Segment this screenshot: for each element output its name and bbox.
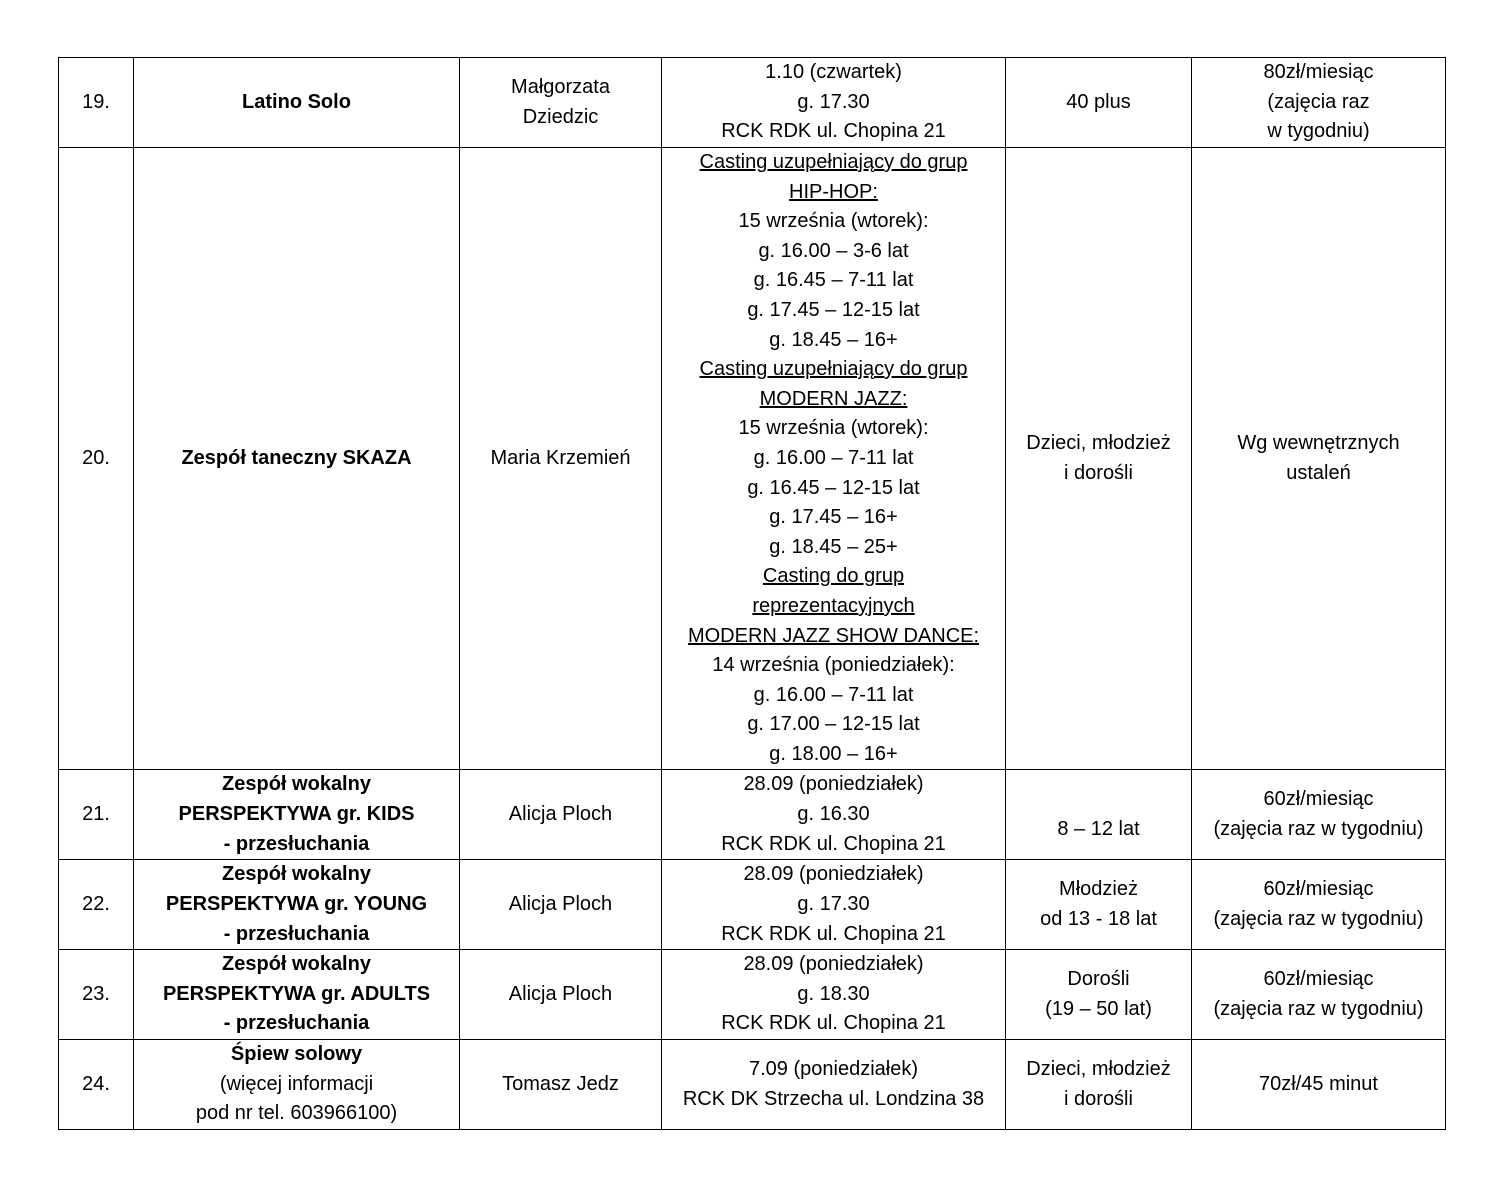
schedule-table (58, 57, 1446, 1130)
activity-note: pod nr tel. 603966100) (195, 1102, 398, 1125)
table-row (59, 1040, 1446, 1130)
schedule-line: RCK RDK ul. Chopina 21 (721, 832, 946, 855)
activity-name: Latino Solo (242, 90, 351, 113)
activity-name-cell (134, 770, 460, 860)
table-row (59, 860, 1446, 950)
schedule-line: g. 17.30 (797, 90, 870, 113)
schedule-line: reprezentacyjnych (752, 594, 915, 617)
table-row (59, 148, 1446, 770)
schedule-cell (662, 860, 1006, 950)
schedule-line: 1.10 (czwartek) (765, 61, 902, 84)
instructor-cell (460, 860, 662, 950)
activity-name: Zespół wokalny (222, 863, 371, 886)
schedule-line: g. 16.00 – 7-11 lat (753, 446, 914, 469)
row-number: 20. (59, 148, 134, 770)
row-number: 24. (59, 1040, 134, 1130)
activity-name-cell (134, 950, 460, 1040)
activity-name-cell (134, 148, 460, 770)
schedule-line: g. 17.45 – 12-15 lat (747, 298, 920, 321)
schedule-line: g. 18.45 – 16+ (769, 328, 898, 351)
schedule-line: Casting do grup (762, 565, 905, 588)
schedule-line: g. 18.45 – 25+ (769, 535, 898, 558)
schedule-line: MODERN JAZZ: (759, 387, 908, 410)
instructor-name: Alicja Ploch (508, 892, 613, 915)
age-group: i dorośli (1064, 1087, 1133, 1110)
schedule-line: g. 16.45 – 7-11 lat (753, 269, 914, 292)
price: (zajęcia raz (1267, 90, 1370, 113)
instructor-cell (460, 770, 662, 860)
instructor-name: Dziedzic (522, 105, 599, 128)
schedule-line: 15 września (wtorek): (738, 210, 929, 233)
row-number: 22. (59, 860, 134, 950)
schedule-line: RCK RDK ul. Chopina 21 (721, 120, 946, 143)
activity-name: - przesłuchania (223, 1012, 370, 1035)
row-number: 19. (59, 58, 134, 148)
activity-note: (więcej informacji (219, 1072, 374, 1095)
price: ustaleń (1286, 461, 1351, 484)
schedule-line: g. 16.00 – 3-6 lat (758, 239, 909, 262)
schedule-cell (662, 1040, 1006, 1130)
schedule-line: 28.09 (poniedziałek) (743, 863, 924, 886)
schedule-line: MODERN JAZZ SHOW DANCE: (687, 624, 980, 647)
instructor-cell (460, 1040, 662, 1130)
schedule-line: g. 16.00 – 7-11 lat (753, 683, 914, 706)
instructor-name: Tomasz Jedz (502, 1072, 619, 1095)
instructor-name: Alicja Ploch (508, 803, 613, 826)
schedule-line: g. 16.45 – 12-15 lat (747, 476, 920, 499)
row-number: 23. (59, 950, 134, 1040)
schedule-cell (662, 770, 1006, 860)
price-cell (1192, 770, 1446, 860)
price-cell (1192, 950, 1446, 1040)
activity-name-cell (134, 1040, 460, 1130)
activity-name: Zespół taneczny SKAZA (181, 446, 412, 469)
activity-name: PERSPEKTYWA gr. YOUNG (165, 892, 428, 915)
schedule-line: RCK RDK ul. Chopina 21 (721, 922, 946, 945)
schedule-cell (662, 148, 1006, 770)
table-row (59, 770, 1446, 860)
schedule-line: 7.09 (poniedziałek) (749, 1057, 918, 1080)
instructor-cell (460, 148, 662, 770)
table-body (59, 58, 1446, 1130)
age-group: Dzieci, młodzież (1026, 432, 1171, 455)
schedule-line: 15 września (wtorek): (738, 417, 929, 440)
age-group: Dorośli (1067, 968, 1130, 991)
row-number: 21. (59, 770, 134, 860)
schedule-line: 28.09 (poniedziałek) (743, 773, 924, 796)
price: w tygodniu) (1267, 120, 1370, 143)
price-cell (1192, 58, 1446, 148)
activity-name: - przesłuchania (223, 832, 370, 855)
price: 60zł/miesiąc (1263, 878, 1374, 901)
instructor-cell (460, 58, 662, 148)
schedule-line: g. 16.30 (797, 803, 870, 826)
schedule-line: g. 18.30 (797, 982, 870, 1005)
schedule-line: RCK DK Strzecha ul. Londzina 38 (682, 1087, 985, 1110)
schedule-line: RCK RDK ul. Chopina 21 (721, 1012, 946, 1035)
price: Wg wewnętrznych (1237, 432, 1400, 455)
activity-name: Zespół wokalny (222, 953, 371, 976)
table-row (59, 58, 1446, 148)
price: 70zł/45 minut (1259, 1072, 1378, 1095)
schedule-cell (662, 950, 1006, 1040)
age-group: od 13 - 18 lat (1040, 907, 1157, 930)
schedule-line: 14 września (poniedziałek): (712, 654, 955, 677)
instructor-cell (460, 950, 662, 1040)
price-cell (1192, 860, 1446, 950)
price: 80zł/miesiąc (1263, 61, 1374, 84)
age-group: i dorośli (1064, 461, 1133, 484)
schedule-cell (662, 58, 1006, 148)
schedule-line: HIP-HOP: (789, 180, 878, 203)
price: (zajęcia raz w tygodniu) (1213, 997, 1424, 1020)
schedule-line: 28.09 (poniedziałek) (743, 953, 924, 976)
age-group: (19 – 50 lat) (1045, 997, 1152, 1020)
age-group: Młodzież (1059, 878, 1138, 901)
price-cell (1192, 1040, 1446, 1130)
activity-name-cell (134, 860, 460, 950)
price: 60zł/miesiąc (1263, 968, 1374, 991)
activity-name: PERSPEKTYWA gr. ADULTS (162, 982, 431, 1005)
activity-name: PERSPEKTYWA gr. KIDS (178, 803, 415, 826)
schedule-line: Casting uzupełniający do grup (699, 358, 968, 381)
schedule-line: g. 18.00 – 16+ (769, 742, 898, 765)
age-group-cell (1006, 58, 1192, 148)
schedule-line: g. 17.00 – 12-15 lat (747, 713, 920, 736)
age-group-cell (1006, 950, 1192, 1040)
activity-name: - przesłuchania (223, 922, 370, 945)
age-group: 8 – 12 lat (1057, 817, 1140, 840)
activity-name: Zespół wokalny (222, 773, 371, 796)
schedule-line: g. 17.30 (797, 892, 870, 915)
age-group-cell (1006, 770, 1192, 860)
age-group: 40 plus (1066, 90, 1131, 113)
price: (zajęcia raz w tygodniu) (1213, 907, 1424, 930)
price: (zajęcia raz w tygodniu) (1213, 817, 1424, 840)
price: 60zł/miesiąc (1263, 788, 1374, 811)
instructor-name: Maria Krzemień (490, 446, 631, 469)
age-group-cell (1006, 860, 1192, 950)
activity-name: Śpiew solowy (230, 1043, 363, 1066)
instructor-name: Alicja Ploch (508, 982, 613, 1005)
age-group-cell (1006, 1040, 1192, 1130)
price-cell (1192, 148, 1446, 770)
table-row (59, 950, 1446, 1040)
schedule-line: g. 17.45 – 16+ (769, 506, 898, 529)
age-group-cell (1006, 148, 1192, 770)
age-group: Dzieci, młodzież (1026, 1057, 1171, 1080)
instructor-name: Małgorzata (511, 75, 610, 98)
activity-name-cell (134, 58, 460, 148)
schedule-line: Casting uzupełniający do grup (699, 151, 968, 173)
